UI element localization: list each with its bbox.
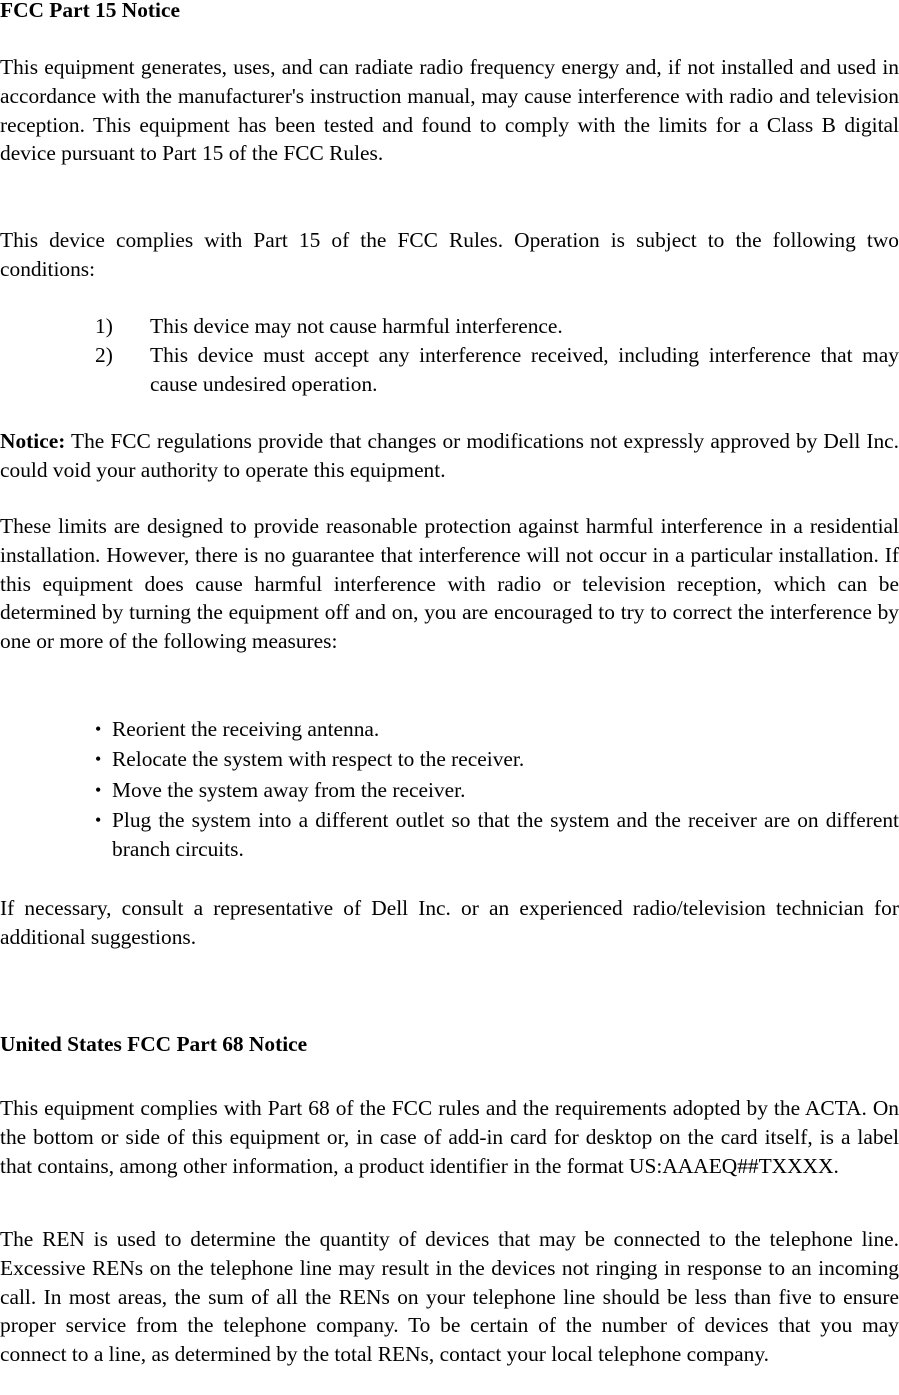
bullet-4: • — [95, 810, 102, 831]
notice-paragraph — [0, 427, 899, 485]
bullet-1: • — [95, 719, 102, 739]
bullet-2: • — [95, 749, 102, 770]
notice-label: Notice: — [0, 429, 66, 453]
fcc-part68-paragraph-1: This equipment complies with Part 68 of the FCC rules and the requirements adopted by the ACTA. On the bottom or side of this equipment or, in case of add-in card for desktop on the card itself, is a label that contains, among other information, a product identifier in the format US:AAAEQ##TXXXX. — [0, 1096, 899, 1178]
conditions-list — [0, 312, 899, 398]
fcc-part68-paragraph-2: The REN is used to determine the quantity of devices that may be connected to the telephone line. Excessive RENs on the telephone line may result in the devices not ringing in response to an incoming call. In most areas, the sum of all the RENs on your telephone line should be less than five to ensure proper service from the telephone company. To be certain of the number of devices that you may connect to a line, as determined by the total RENs, contact your local telephone company. — [0, 1227, 899, 1367]
condition-item-2 — [0, 341, 899, 399]
notice-text: The FCC regulations provide that changes or modifications not expressly approved by Dell Inc. could void your authority to operate this equipment. — [0, 429, 899, 482]
fcc-part15-paragraph-4: If necessary, consult a representative of Dell Inc. or an experienced radio/television technician for additional suggestions. — [0, 896, 899, 949]
condition-marker-2: 2) — [95, 342, 113, 367]
measures-list — [0, 715, 899, 865]
condition-item-1 — [0, 312, 899, 341]
measure-item-3 — [0, 776, 899, 805]
fcc-part15-paragraph-1: This equipment generates, uses, and can radiate radio frequency energy and, if not installed and used in accordance with the manufacturer's instruction manual, may cause interference with radio and television reception. This equipment has been tested and found to comply with the limits for a Class B digital device pursuant to Part 15 of the FCC Rules. — [0, 55, 899, 166]
condition-marker-1: 1) — [95, 314, 113, 338]
bullet-3: • — [95, 779, 102, 800]
measure-text-1: Reorient the receiving antenna. — [112, 717, 380, 741]
measure-item-1 — [0, 715, 899, 744]
measure-text-2: Relocate the system with respect to the receiver. — [112, 747, 525, 772]
measure-item-2 — [0, 745, 899, 774]
fcc-part15-paragraph-3: These limits are designed to provide reasonable protection against harmful interference in a residential installation. However, there is no guarantee that interference will not occur in a particular installation. If this equipment does cause harmful interference with radio or television reception, which can be determined by turning the equipment off and on, you are encouraged to try to correct the interference by one or more of the following measures: — [0, 514, 899, 654]
fcc-part15-title: FCC Part 15 Notice — [0, 0, 180, 22]
measure-item-4 — [0, 806, 899, 864]
measure-text-3: Move the system away from the receiver. — [112, 777, 466, 802]
condition-text-1: This device may not cause harmful interference. — [150, 314, 563, 338]
fcc-part68-title: United States FCC Part 68 Notice — [0, 1032, 308, 1056]
measure-text-4: Plug the system into a different outlet so that the system and the receiver are on different branch circuits. — [112, 808, 899, 861]
fcc-part15-paragraph-2: This device complies with Part 15 of the FCC Rules. Operation is subject to the following two conditions: — [0, 228, 899, 281]
condition-text-2: This device must accept any interference received, including interference that may cause undesired operation. — [150, 342, 899, 396]
